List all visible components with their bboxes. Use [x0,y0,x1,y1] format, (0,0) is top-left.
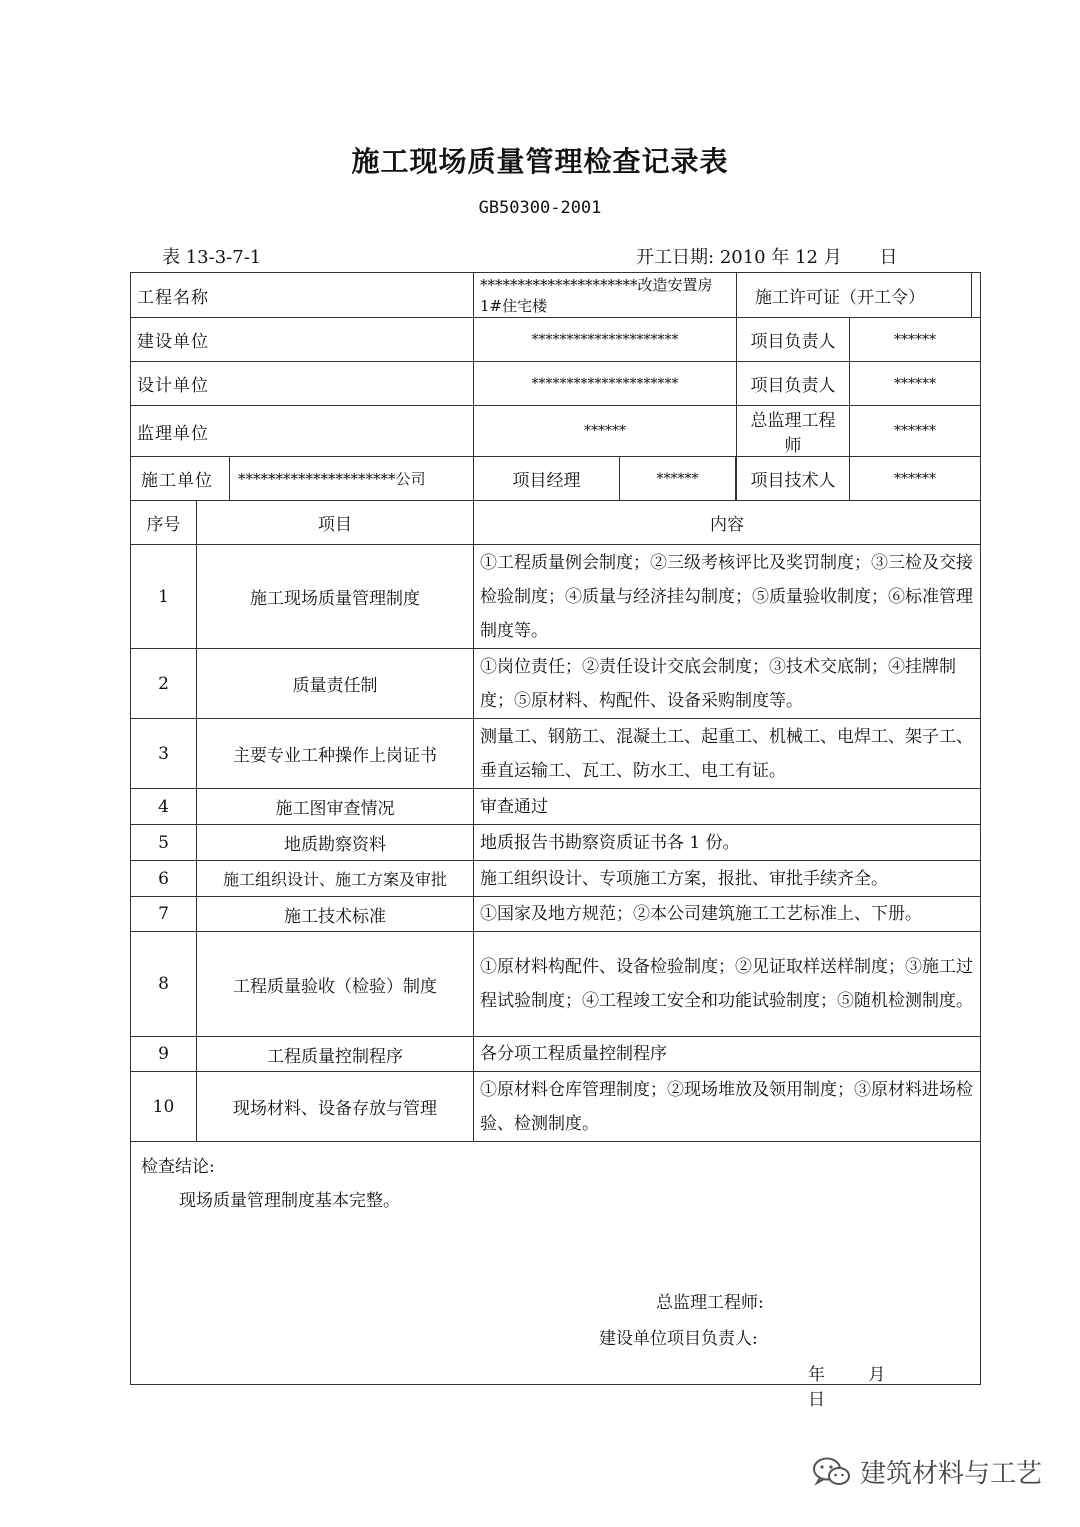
table-row [131,362,981,406]
signature-date [808,1360,980,1410]
project-name-value: *********************改造安置房 1#住宅楼 [474,273,737,318]
item-no: 4 [131,789,197,825]
start-date-label: 开工日期: [636,247,715,268]
designer-label: 设计单位 [131,362,474,406]
item-content: ①岗位责任；②责任设计交底会制度；③技术交底制；④挂牌制度；⑤原材料、构配件、设备采购制度等。 [474,649,981,719]
table-row [131,545,981,649]
table-row [131,1072,981,1142]
conclusion-cell [131,1142,981,1410]
designer-person-label: 项目负责人 [737,362,850,406]
item-name: 地质勘察资料 [197,825,474,861]
item-content: 地质报告书勘察资质证书各 1 份。 [474,825,981,861]
item-no: 3 [131,719,197,789]
item-no: 1 [131,545,197,649]
manager-value: ****** [620,457,736,500]
conclusion-text: 现场质量管理制度基本完整。 [179,1191,400,1211]
inspection-table [130,272,981,1410]
item-content: 审查通过 [474,789,981,825]
table-row [131,719,981,789]
owner-label: 建设单位 [131,318,474,362]
item-no: 10 [131,1072,197,1142]
item-content: ①工程质量例会制度；②三级考核评比及奖罚制度；③三检及交接检验制度；④质量与经济挂勾制度；⑤质量验收制度；⑥标准管理制度等。 [474,545,981,649]
page-title: 施工现场质量管理检查记录表 [351,145,729,178]
sig-day: 日 [808,1390,825,1410]
start-date [636,243,897,269]
item-name: 工程质量控制程序 [197,1037,474,1072]
sig-year: 年 [808,1365,825,1385]
table-row [131,406,981,457]
table-row [131,825,981,861]
tech-lead-value: ****** [850,457,981,501]
table-row [131,1037,981,1072]
table-row [131,897,981,932]
table-row [131,457,981,501]
chief-engineer-value: ****** [850,406,981,457]
conclusion-row [131,1142,981,1385]
header-content: 内容 [474,501,981,545]
table-row [131,318,981,362]
table-row [131,789,981,825]
contractor-label: 施工单位 [131,457,230,500]
permit-label: 施工许可证（开工令） [737,273,972,317]
item-no: 9 [131,1037,197,1072]
item-name: 施工现场质量管理制度 [197,545,474,649]
item-name: 主要专业工种操作上岗证书 [197,719,474,789]
item-name: 施工技术标准 [197,897,474,932]
item-name: 质量责任制 [197,649,474,719]
watermark-text: 建筑材料与工艺 [860,1459,1043,1489]
manager-label: 项目经理 [474,457,620,501]
manager-cell [620,457,737,501]
item-no: 2 [131,649,197,719]
item-name: 施工图审查情况 [197,789,474,825]
table-row [131,932,981,1037]
chief-engineer-signature: 总监理工程师: [656,1293,764,1313]
designer-value: ********************* [474,362,737,406]
item-name: 现场材料、设备存放与管理 [197,1072,474,1142]
item-content: 施工组织设计、专项施工方案，报批、审批手续齐全。 [474,861,981,897]
watermark [812,1453,1042,1490]
header-no: 序号 [131,501,197,545]
designer-person-value: ****** [850,362,981,406]
permit-value [972,273,980,317]
item-no: 5 [131,825,197,861]
table-header-row [131,501,981,545]
item-name: 工程质量验收（检验）制度 [197,932,474,1037]
owner-person-label: 项目负责人 [737,318,850,362]
owner-person-value: ****** [850,318,981,362]
conclusion-label: 检查结论: [141,1157,215,1177]
item-name: 施工组织设计、施工方案及审批 [197,861,474,897]
table-row [131,861,981,897]
supervisor-label: 监理单位 [131,406,474,457]
start-date-value: 2010 年 12 月 [719,247,842,268]
item-no: 6 [131,861,197,897]
wechat-icon [812,1456,852,1488]
item-no: 7 [131,897,197,932]
standard-code: GB50300-2001 [478,198,602,218]
item-no: 8 [131,932,197,1037]
supervisor-value: ****** [474,406,737,457]
item-content: ①原材料构配件、设备检验制度；②见证取样送样制度；③施工过程试验制度；④工程竣工安全和功能试验制度；⑤随机检测制度。 [474,932,981,1037]
item-content: ①国家及地方规范；②本公司建筑施工工艺标准上、下册。 [474,897,981,932]
owner-signature: 建设单位项目负责人: [599,1329,758,1349]
contractor-cell [131,457,474,501]
owner-value: ********************* [474,318,737,362]
table-row [131,649,981,719]
sig-month: 月 [868,1365,886,1385]
contractor-value: *********************公司 [238,470,426,488]
item-content: 各分项工程质量控制程序 [474,1037,981,1072]
item-content: ①原材料仓库管理制度；②现场堆放及领用制度；③原材料进场检验、检测制度。 [474,1072,981,1142]
tech-lead-label: 项目技术人 [737,457,850,501]
start-date-day: 日 [879,247,898,268]
form-number: 表 13-3-7-1 [162,247,262,268]
item-content: 测量工、钢筋工、混凝土工、起重工、机械工、电焊工、架子工、垂直运输工、瓦工、防水工、电工有证。 [474,719,981,789]
table-row [131,273,981,318]
project-name-label: 工程名称 [131,273,474,318]
permit-cell [737,273,981,318]
header-item: 项目 [197,501,474,545]
chief-engineer-label: 总监理工程师 [737,406,850,457]
